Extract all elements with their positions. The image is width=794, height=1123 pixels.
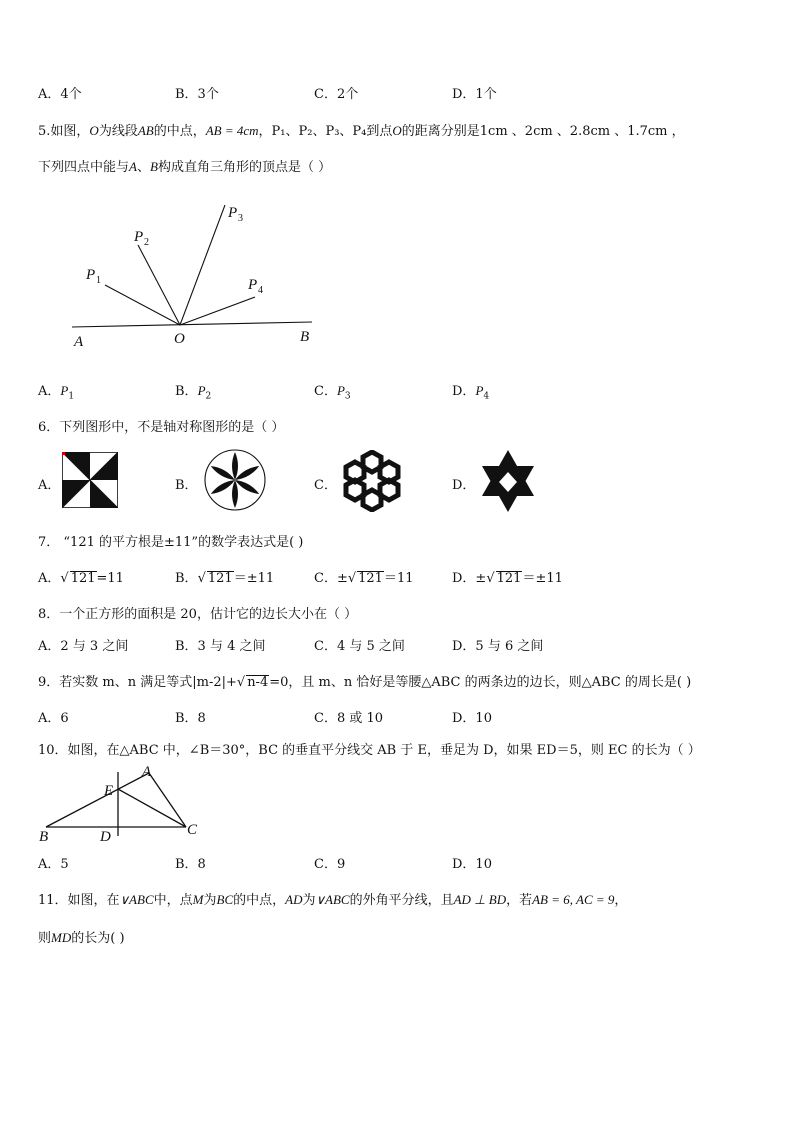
radical-sign: √ — [347, 571, 357, 586]
q7-option-c[interactable] — [314, 567, 414, 586]
triangle-abc: ∨ABC — [119, 892, 154, 907]
q5-text: 的中点， — [153, 124, 206, 139]
point-a: A — [129, 159, 137, 174]
label-b: B — [300, 329, 310, 345]
given-lengths: AB = 6, AC = 9 — [532, 892, 615, 907]
q11-text: 的长为( ) — [71, 931, 125, 946]
perpendicular-relation: AD ⊥ BD — [453, 892, 507, 907]
q10-option-a[interactable]: A．5 — [38, 857, 69, 872]
point-o: O — [392, 123, 402, 138]
q6-option-c[interactable]: C． — [314, 478, 337, 493]
q6-option-a[interactable]: A． — [38, 478, 61, 493]
segment-md: MD — [51, 930, 72, 945]
segment-ad: AD — [285, 892, 303, 907]
point-m: M — [192, 892, 204, 907]
label-e: E — [104, 783, 114, 799]
q6-stem: 6．下列图形中，不是轴对称图形的是（ ） — [38, 420, 285, 435]
q11-text: ，若 — [506, 893, 533, 908]
radicand: n-4 — [247, 675, 269, 690]
label-a: A — [74, 334, 84, 350]
q10-option-d[interactable]: D．10 — [452, 857, 492, 872]
triangle-abc: ∨ABC — [315, 892, 350, 907]
q7-option-rest: ＝±11 — [233, 571, 275, 586]
label-c: C — [187, 822, 198, 838]
label-p2-sub: 2 — [144, 237, 149, 248]
label-o: O — [174, 331, 185, 347]
q5-option-sub: 4 — [483, 391, 490, 402]
line-ab — [72, 322, 312, 327]
q8-stem: 8．一个正方形的面积是 20，估计它的边长大小在（ ） — [38, 607, 358, 622]
q7-option-label: D．± — [452, 571, 487, 586]
q5-text: 构成直角三角形的顶点是（ ） — [157, 160, 332, 175]
q7-stem: 7． “121 的平方根是±11”的数学表达式是( ) — [38, 535, 304, 550]
q4-option-d[interactable]: D．1个 — [452, 87, 497, 102]
radical-sign: √ — [197, 571, 206, 586]
q5-option-a[interactable] — [38, 380, 74, 402]
flower-figure[interactable] — [203, 448, 267, 512]
q11-text: 为 — [302, 893, 316, 908]
q5-option-label: D． — [452, 384, 476, 399]
q7-option-rest: =11 — [96, 571, 124, 586]
label-b: B — [39, 829, 49, 845]
q6-option-d[interactable]: D． — [452, 478, 476, 493]
q7-option-d[interactable] — [452, 567, 563, 586]
q11-stem-line2 — [38, 927, 125, 946]
q9-option-a[interactable]: A．6 — [38, 711, 69, 726]
pinwheel-figure[interactable] — [62, 452, 118, 508]
q11-text: 11．如图，在 — [38, 893, 120, 908]
q4-option-b[interactable]: B．3个 — [175, 87, 219, 102]
ray-op3 — [180, 205, 225, 325]
ray-op4 — [180, 297, 255, 325]
label-p4-sub: 4 — [258, 285, 263, 296]
q7-option-label: B． — [175, 571, 198, 586]
ab-length: AB = 4cm — [205, 123, 259, 138]
radicand: 121 — [358, 571, 383, 586]
radicand: 121 — [207, 571, 233, 586]
q11-text: 的中点， — [233, 893, 286, 908]
q5-option-sub: 3 — [344, 391, 351, 402]
q9-option-c[interactable]: C．8 或 10 — [314, 711, 384, 726]
q5-option-value: P — [197, 383, 206, 398]
q7-option-label: C．± — [314, 571, 348, 586]
label-a: A — [142, 764, 152, 780]
q5-stem-line2 — [38, 156, 331, 175]
q9-stem-a: 9．若实数 m、n 满足等式|m-2|+ — [38, 675, 237, 690]
q10-option-b[interactable]: B．8 — [175, 857, 206, 872]
q4-option-a[interactable]: A．4个 — [38, 87, 82, 102]
q11-text: 的外角平分线，且 — [349, 893, 454, 908]
q5-option-value: P — [336, 383, 345, 398]
label-d: D — [100, 829, 111, 845]
q9-stem — [38, 671, 691, 690]
q10-stem: 10．如图，在△ABC 中，∠B＝30°，BC 的垂直平分线交 AB 于 E，垂足为 D，如果 ED＝5，则 EC 的长为（ ） — [38, 743, 701, 758]
q9-option-b[interactable]: B．8 — [175, 711, 206, 726]
q5-option-label: B． — [175, 384, 198, 399]
q5-option-c[interactable] — [314, 380, 351, 402]
q5-figure — [60, 195, 330, 355]
q11-text: ， — [614, 893, 628, 908]
ray-op1 — [105, 285, 180, 325]
q11-stem-line1 — [38, 889, 627, 908]
q4-option-c[interactable]: C．2个 — [314, 87, 359, 102]
radicand: 121 — [496, 571, 522, 586]
segment-ba — [46, 773, 149, 827]
q5-option-sub: 2 — [205, 391, 212, 402]
q11-text: 为 — [203, 893, 217, 908]
segment-ab: AB — [137, 123, 154, 138]
q5-option-value: P — [475, 383, 484, 398]
q10-triangle-figure — [36, 762, 206, 846]
radical-sign: √ — [60, 571, 69, 586]
q4-options — [38, 83, 758, 103]
q7-option-b[interactable] — [175, 567, 274, 586]
q5-option-label: A． — [38, 384, 61, 399]
q7-options — [38, 567, 758, 587]
ray-op2 — [138, 245, 180, 325]
q10-option-c[interactable]: C．9 — [314, 857, 346, 872]
q8-option-b[interactable]: B．3 与 4 之间 — [175, 639, 266, 654]
point-b: B — [149, 159, 158, 174]
q7-option-rest: ＝±11 — [522, 571, 563, 586]
q9-option-d[interactable]: D．10 — [452, 711, 492, 726]
q5-option-label: C． — [314, 384, 337, 399]
q5-text: 为线段 — [98, 124, 138, 139]
label-p3-sub: 3 — [238, 213, 243, 224]
q7-option-rest: ＝11 — [383, 571, 414, 586]
q6-option-b[interactable]: B． — [175, 478, 198, 493]
radical-sign: √ — [486, 571, 495, 586]
hexagon-ring-figure[interactable] — [338, 450, 406, 512]
q5-number: 5. — [38, 124, 51, 139]
q5-stem-line1 — [38, 120, 685, 139]
label-p1-sub: 1 — [96, 275, 101, 286]
label-p4: P — [248, 277, 258, 293]
q5-option-sub: 1 — [68, 391, 75, 402]
q5-text: 如图， — [50, 124, 90, 139]
segment-ac — [149, 773, 186, 827]
q5-option-d[interactable] — [452, 380, 489, 402]
q11-text: 中，点 — [153, 893, 193, 908]
label-p1: P — [86, 267, 96, 283]
q5-text: 、 — [136, 160, 150, 175]
star-of-david-figure[interactable] — [478, 450, 538, 514]
label-p2: P — [134, 229, 144, 245]
segment-bc: BC — [216, 892, 234, 907]
q10-options — [38, 853, 758, 873]
q9-options — [38, 707, 758, 727]
q8-option-c[interactable]: C．4 与 5 之间 — [314, 639, 405, 654]
q5-text: 下列四点中能与 — [38, 160, 130, 175]
q5-option-value: P — [60, 383, 69, 398]
q9-stem-b: =0，且 m、n 恰好是等腰△ABC 的两条边的边长，则△ABC 的周长是( ) — [269, 675, 692, 690]
q8-option-a[interactable]: A．2 与 3 之间 — [38, 639, 129, 654]
q5-option-b[interactable] — [175, 380, 211, 402]
radical-sign: √ — [236, 675, 246, 690]
q8-options — [38, 635, 758, 655]
q5-text: 的距离分别是1cm 、2cm 、2.8cm 、1.7cm ， — [401, 124, 685, 139]
q11-text: 则 — [38, 931, 52, 946]
q7-option-a[interactable] — [38, 567, 124, 586]
segment-ec — [118, 789, 186, 827]
label-p3: P — [228, 205, 238, 221]
q8-option-d[interactable]: D．5 与 6 之间 — [452, 639, 544, 654]
radicand: 121 — [70, 571, 96, 586]
point-o: O — [89, 123, 99, 138]
q5-text: ，P₁、P₂、P₃、P₄到点 — [258, 124, 393, 139]
q7-option-label: A． — [38, 571, 61, 586]
q5-options — [38, 380, 758, 400]
